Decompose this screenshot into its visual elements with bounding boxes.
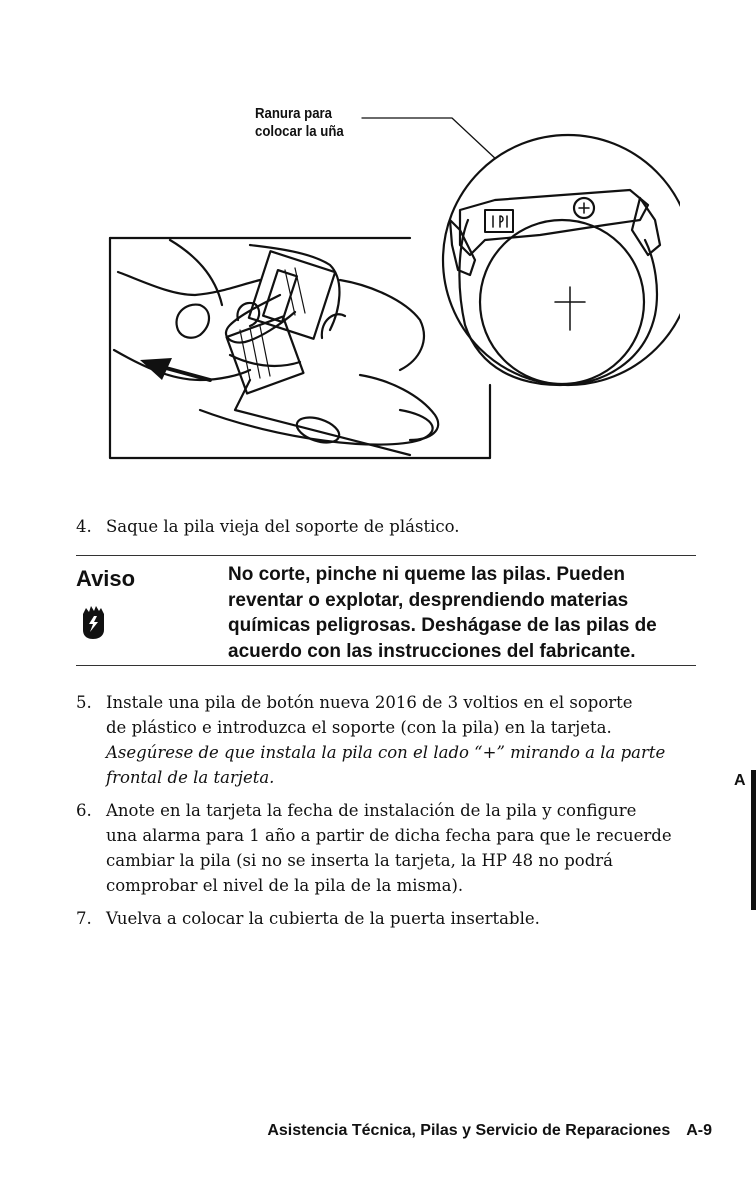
callout-line-1: Ranura para bbox=[255, 105, 333, 122]
step-line: Anote en la tarjeta la fecha de instalación de la pila y configure bbox=[106, 801, 637, 820]
step-number: 5. bbox=[76, 693, 92, 712]
step-line: de plástico e introduzca el soporte (con la pila) en la tarjeta. bbox=[106, 718, 612, 737]
step-line: una alarma para 1 año a partir de dicha fecha para que le recuerde bbox=[106, 826, 672, 845]
step-6 bbox=[76, 798, 716, 898]
warning-line-4: acuerdo con las instrucciones del fabricante. bbox=[228, 640, 636, 662]
step-italic-line: Asegúrese de que instala la pila con el lado “+” mirando a la parte bbox=[106, 743, 666, 762]
step-text: Saque la pila vieja del soporte de plástico. bbox=[106, 517, 460, 536]
step-italic-line: frontal de la tarjeta. bbox=[106, 768, 275, 787]
step-number: 4. bbox=[76, 517, 92, 536]
step-5 bbox=[76, 690, 716, 790]
step-4 bbox=[76, 514, 716, 539]
chapter-tab-bar bbox=[751, 770, 756, 910]
warning-line-2: reventar o explotar, desprendiendo materias bbox=[228, 589, 629, 611]
step-number: 7. bbox=[76, 909, 92, 928]
step-text: Vuelva a colocar la cubierta de la puerta insertable. bbox=[106, 909, 540, 928]
warning-bottom-rule bbox=[76, 665, 696, 666]
step-7 bbox=[76, 906, 716, 931]
step-line: Instale una pila de botón nueva 2016 de 3 voltios en el soporte bbox=[106, 693, 633, 712]
warning-line-1: No corte, pinche ni queme las pilas. Pueden bbox=[228, 564, 625, 585]
page-number: A-9 bbox=[686, 1122, 712, 1139]
warning-hand-icon bbox=[80, 604, 106, 640]
warning-label: Aviso bbox=[76, 566, 136, 591]
warning-line-3: químicas peligrosas. Deshágase de las pilas de bbox=[228, 615, 657, 636]
page-footer bbox=[222, 1122, 712, 1140]
step-number: 6. bbox=[76, 801, 92, 820]
battery-holder-illustration bbox=[100, 80, 680, 470]
callout-line-2: colocar la uña bbox=[255, 123, 344, 140]
warning-top-rule bbox=[76, 555, 696, 556]
step-line: comprobar el nivel de la pila de la misma). bbox=[106, 876, 464, 895]
chapter-tab-letter: A bbox=[734, 772, 746, 789]
footer-title: Asistencia Técnica, Pilas y Servicio de Reparaciones bbox=[267, 1122, 671, 1139]
step-line: cambiar la pila (si no se inserta la tarjeta, la HP 48 no podrá bbox=[106, 851, 614, 870]
warning-text bbox=[228, 562, 698, 664]
